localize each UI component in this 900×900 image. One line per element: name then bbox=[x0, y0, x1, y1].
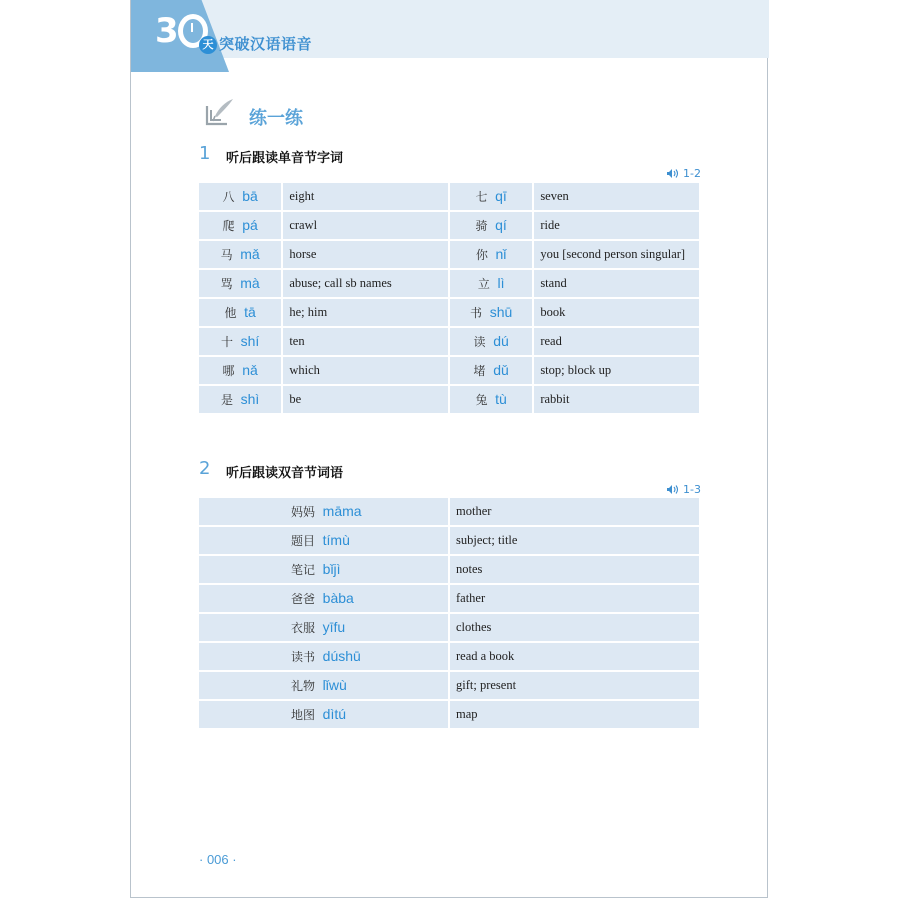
hanzi-text: 十 bbox=[220, 335, 233, 349]
word-cell bbox=[450, 241, 532, 268]
section1-table bbox=[197, 181, 701, 415]
pinyin-text: dìtú bbox=[322, 706, 347, 722]
english-cell: seven bbox=[534, 183, 699, 210]
english-cell: crawl bbox=[283, 212, 448, 239]
section1-table-body bbox=[199, 183, 699, 413]
pinyin-text: qī bbox=[495, 188, 507, 204]
hanzi-text: 骂 bbox=[220, 277, 233, 291]
word-cell bbox=[199, 183, 281, 210]
pinyin-text: dúshū bbox=[322, 648, 361, 664]
section1-audio[interactable] bbox=[666, 167, 701, 180]
table-row bbox=[199, 672, 699, 699]
table-row bbox=[199, 527, 699, 554]
hanzi-text: 他 bbox=[224, 306, 237, 320]
pinyin-text: bàba bbox=[322, 590, 354, 606]
pinyin-text: yīfu bbox=[322, 619, 346, 635]
table-row bbox=[199, 614, 699, 641]
table-row bbox=[199, 585, 699, 612]
word-cell bbox=[450, 299, 532, 326]
table-row bbox=[199, 643, 699, 670]
english-cell: notes bbox=[450, 556, 699, 583]
hanzi-text: 书 bbox=[470, 306, 483, 320]
word-cell bbox=[199, 701, 448, 728]
word-cell bbox=[450, 386, 532, 413]
pinyin-text: shū bbox=[489, 304, 513, 320]
pinyin-text: tímù bbox=[322, 532, 350, 548]
pinyin-text: bǐjì bbox=[322, 561, 341, 577]
word-cell bbox=[199, 386, 281, 413]
section2-table-body bbox=[199, 498, 699, 728]
english-cell: mother bbox=[450, 498, 699, 525]
section1-title: 听后跟读单音节字词 bbox=[226, 151, 344, 166]
english-cell: horse bbox=[283, 241, 448, 268]
pinyin-text: tā bbox=[244, 304, 256, 320]
pinyin-text: shí bbox=[240, 333, 260, 349]
hanzi-text: 你 bbox=[475, 248, 488, 262]
day-badge: 天 bbox=[199, 36, 217, 54]
hanzi-text: 地图 bbox=[291, 708, 316, 722]
hanzi-text: 礼物 bbox=[291, 679, 316, 693]
pinyin-text: shì bbox=[240, 391, 260, 407]
word-cell bbox=[450, 357, 532, 384]
hanzi-text: 七 bbox=[475, 190, 488, 204]
word-cell bbox=[450, 328, 532, 355]
hanzi-text: 笔记 bbox=[291, 563, 316, 577]
word-cell bbox=[199, 270, 281, 297]
word-cell bbox=[450, 270, 532, 297]
english-cell: gift; present bbox=[450, 672, 699, 699]
pinyin-text: bā bbox=[242, 188, 258, 204]
pinyin-text: lì bbox=[497, 275, 505, 291]
english-cell: he; him bbox=[283, 299, 448, 326]
english-cell: eight bbox=[283, 183, 448, 210]
speaker-icon bbox=[666, 484, 679, 495]
pinyin-text: lǐwù bbox=[322, 677, 347, 693]
pinyin-text: pá bbox=[242, 217, 258, 233]
pinyin-text: nǐ bbox=[495, 246, 507, 262]
hanzi-text: 马 bbox=[220, 248, 233, 262]
english-cell: rabbit bbox=[534, 386, 699, 413]
hanzi-text: 骑 bbox=[475, 219, 488, 233]
english-cell: subject; title bbox=[450, 527, 699, 554]
pinyin-text: dǔ bbox=[493, 362, 509, 378]
section2-audio[interactable] bbox=[666, 483, 701, 496]
section2-title: 听后跟读双音节词语 bbox=[226, 466, 344, 481]
hanzi-text: 哪 bbox=[222, 364, 235, 378]
section1-number: 1 bbox=[199, 143, 211, 164]
word-cell bbox=[199, 212, 281, 239]
hanzi-text: 兔 bbox=[475, 393, 488, 407]
section1-audio-label: 1-2 bbox=[683, 167, 701, 180]
word-cell bbox=[450, 183, 532, 210]
english-cell: ten bbox=[283, 328, 448, 355]
hanzi-text: 读书 bbox=[291, 650, 316, 664]
english-cell: map bbox=[450, 701, 699, 728]
pinyin-text: qí bbox=[495, 217, 507, 233]
pinyin-text: tù bbox=[495, 391, 507, 407]
english-cell: stop; block up bbox=[534, 357, 699, 384]
english-cell: book bbox=[534, 299, 699, 326]
english-cell: be bbox=[283, 386, 448, 413]
table-row bbox=[199, 357, 699, 384]
pen-paper-icon bbox=[201, 96, 235, 128]
english-cell: which bbox=[283, 357, 448, 384]
pinyin-text: mǎ bbox=[240, 246, 260, 262]
word-cell bbox=[450, 212, 532, 239]
word-cell bbox=[199, 498, 448, 525]
hanzi-text: 衣服 bbox=[291, 621, 316, 635]
english-cell: abuse; call sb names bbox=[283, 270, 448, 297]
section2-table bbox=[197, 496, 701, 730]
word-cell bbox=[199, 672, 448, 699]
hanzi-text: 爬 bbox=[222, 219, 235, 233]
hanzi-text: 妈妈 bbox=[291, 505, 316, 519]
english-cell: father bbox=[450, 585, 699, 612]
section2-audio-label: 1-3 bbox=[683, 483, 701, 496]
pinyin-text: māma bbox=[322, 503, 362, 519]
word-cell bbox=[199, 328, 281, 355]
pinyin-text: mà bbox=[240, 275, 260, 291]
table-row bbox=[199, 498, 699, 525]
speaker-icon bbox=[666, 168, 679, 179]
hanzi-text: 八 bbox=[222, 190, 235, 204]
textbook-page bbox=[130, 0, 768, 898]
page-number: · 006 · bbox=[199, 852, 237, 867]
section2-number: 2 bbox=[199, 458, 211, 479]
table-row bbox=[199, 183, 699, 210]
word-cell bbox=[199, 556, 448, 583]
table-row bbox=[199, 270, 699, 297]
word-cell bbox=[199, 357, 281, 384]
word-cell bbox=[199, 241, 281, 268]
hanzi-text: 题目 bbox=[291, 534, 316, 548]
table-row bbox=[199, 701, 699, 728]
hanzi-text: 爸爸 bbox=[291, 592, 316, 606]
english-cell: clothes bbox=[450, 614, 699, 641]
word-cell bbox=[199, 527, 448, 554]
table-row bbox=[199, 299, 699, 326]
hanzi-text: 读 bbox=[473, 335, 486, 349]
word-cell bbox=[199, 643, 448, 670]
hanzi-text: 立 bbox=[477, 277, 490, 291]
logo-number-three: 3 bbox=[155, 11, 176, 51]
series-title: 突破汉语语音 bbox=[219, 35, 313, 53]
table-row bbox=[199, 328, 699, 355]
english-cell: read a book bbox=[450, 643, 699, 670]
practice-title: 练一练 bbox=[249, 108, 303, 129]
hanzi-text: 是 bbox=[220, 393, 233, 407]
word-cell bbox=[199, 585, 448, 612]
table-row bbox=[199, 241, 699, 268]
table-row bbox=[199, 556, 699, 583]
english-cell: read bbox=[534, 328, 699, 355]
english-cell: ride bbox=[534, 212, 699, 239]
pinyin-text: nǎ bbox=[242, 362, 258, 378]
word-cell bbox=[199, 299, 281, 326]
table-row bbox=[199, 386, 699, 413]
english-cell: stand bbox=[534, 270, 699, 297]
pinyin-text: dú bbox=[493, 333, 509, 349]
english-cell: you [second person singular] bbox=[534, 241, 699, 268]
table-row bbox=[199, 212, 699, 239]
hanzi-text: 堵 bbox=[473, 364, 486, 378]
word-cell bbox=[199, 614, 448, 641]
